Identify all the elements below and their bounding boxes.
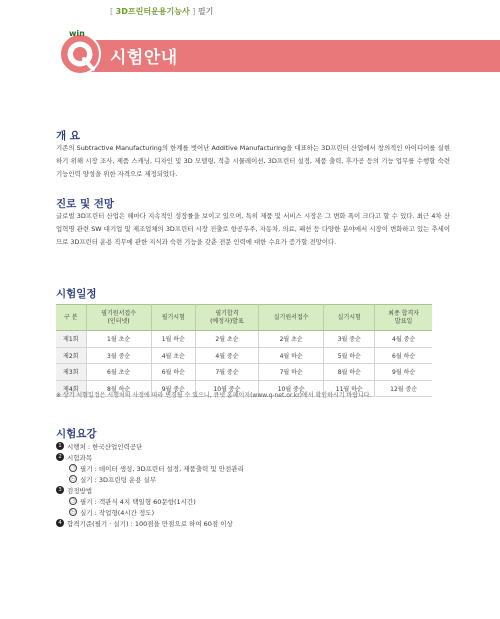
table-cell: 7월 중순 <box>195 364 258 381</box>
logo-text: win <box>69 29 85 38</box>
table-cell: 4월 초순 <box>151 347 195 364</box>
circled-letter: ㉠ <box>70 498 76 504</box>
table-cell: 7월 하순 <box>259 364 324 381</box>
table-cell: 제1회 <box>56 331 86 348</box>
table-cell: 9월 중순 <box>151 380 195 397</box>
list-item: 1 시행처 : 한국산업인력공단 <box>56 442 244 453</box>
table-cell: 1월 초순 <box>86 331 151 348</box>
circled-letter: ㉠ <box>70 465 76 471</box>
table-cell: 3월 중순 <box>86 347 151 364</box>
breadcrumb <box>110 6 213 17</box>
overview-text: 기존의 Subtractive Manufacturing의 한계를 벗어난 Additive Manufacturing을 대표하는 3D프린터 산업에서 창의적인 아이디어를 실현하기 위해 시장 조사, 제품 스캐닝, 디자인 및 3D 모델링, 적층 시뮬레이션, 3D프린터 설정, 제품 출력, 후가공 등의 기능 업무를 수행할 숙련 기능인력 양성을 위한 자격으로 제정되었다. <box>56 144 450 178</box>
column-header: 필기시험 <box>151 305 195 331</box>
table-cell: 10월 중순 <box>259 380 324 397</box>
number-bullet: 2 <box>56 453 64 461</box>
table-cell: 6월 하순 <box>151 364 195 381</box>
bracket-close: ] <box>192 7 196 16</box>
bracket-open: [ <box>110 7 114 16</box>
list-subitem: ㉡ 실기 : 작업형(4시간 정도) <box>70 509 155 517</box>
list-item: 3 검정방법 <box>56 486 244 497</box>
table-cell: 2월 초순 <box>259 331 324 348</box>
table-cell: 4월 중순 <box>375 331 432 348</box>
list-item: 4 합격기준(필기 · 실기) : 100점을 만점으로 하여 60점 이상 <box>56 519 244 530</box>
column-header: 구 분 <box>56 305 86 331</box>
table-cell: 제4회 <box>56 380 86 397</box>
table-row <box>56 364 432 381</box>
requirements-list <box>56 442 244 530</box>
column-header: 필기합격 (예정자)발표 <box>195 305 258 331</box>
table-cell: 제2회 <box>56 347 86 364</box>
column-header: 최종 합격자 발표일 <box>375 305 432 331</box>
column-header: 실기원서접수 <box>259 305 324 331</box>
table-row <box>56 331 432 348</box>
table-cell: 6월 초순 <box>86 364 151 381</box>
list-item: 2 시험과목 <box>56 453 244 464</box>
table-row <box>56 347 432 364</box>
table-cell: 12월 중순 <box>375 380 432 397</box>
table-cell: 1월 하순 <box>151 331 195 348</box>
requirements-heading: 시험요강 <box>56 428 97 440</box>
category-label: 3D프린터운용기능사 <box>115 7 190 16</box>
number-bullet: 3 <box>56 486 64 494</box>
table-cell: 2월 초순 <box>195 331 258 348</box>
schedule-heading: 시험일정 <box>56 288 97 300</box>
circled-letter: ㉡ <box>70 509 76 515</box>
win-q-logo <box>56 28 104 76</box>
table-cell: 10월 중순 <box>195 380 258 397</box>
table-cell: 11월 하순 <box>324 380 375 397</box>
list-subitem: ㉠ 필기 : 객관식 4지 택일형 60문항(1시간) <box>70 498 196 506</box>
list-subitem: ㉡ 실기 : 3D프린팅 운용 실무 <box>70 476 157 484</box>
table-cell: 5월 하순 <box>324 347 375 364</box>
circled-letter: ㉡ <box>70 476 76 482</box>
schedule-note: ※ 상기 시험일정은 시행처의 사정에 따라 변경될 수 있으니, 큐넷 홈페이지(www.q-net.or.kr)에서 확인하시기 바랍니다. <box>56 392 372 399</box>
table-cell: 3월 중순 <box>324 331 375 348</box>
subject-label: 필기 <box>197 7 214 16</box>
career-text: 글로벌 3D프린터 산업은 해마다 지속적인 성장률을 보이고 있으며, 특히 제품 및 서비스 시장은 그 변화 폭이 크다고 할 수 있다. 최근 4차 산업혁명 관련 SW 대기업 및 제조업체의 3D프린터 시장 진출로 항공우주, 자동차, 의료, 패션 등 다양한 분야에서 시장이 변화하고 있는 추세이므로 3D프린터 운용 직무에 관한 지식과 숙련 기능을 갖춘 전문 인력에 대한 수요가 증가할 전망이다. <box>56 212 450 246</box>
column-header: 필기원서접수 (인터넷) <box>86 305 151 331</box>
list-subitem: ㉠ 필기 : 데이터 생성, 3D프린터 설정, 제품출력 및 안전관리 <box>70 465 244 473</box>
table-header-row <box>56 305 432 331</box>
number-bullet: 4 <box>56 519 64 527</box>
table-cell: 9월 하순 <box>375 364 432 381</box>
table-cell: 6월 하순 <box>375 347 432 364</box>
number-bullet: 1 <box>56 442 64 450</box>
table-cell: 8월 하순 <box>324 364 375 381</box>
page-title: 시험안내 <box>110 48 178 68</box>
overview-heading: 개 요 <box>56 130 80 142</box>
table-cell: 4월 중순 <box>195 347 258 364</box>
column-header: 실기시험 <box>324 305 375 331</box>
table-cell: 4월 하순 <box>259 347 324 364</box>
table-cell: 8월 하순 <box>86 380 151 397</box>
career-heading: 진로 및 전망 <box>56 198 115 210</box>
schedule-table <box>56 304 432 397</box>
table-cell: 제3회 <box>56 364 86 381</box>
